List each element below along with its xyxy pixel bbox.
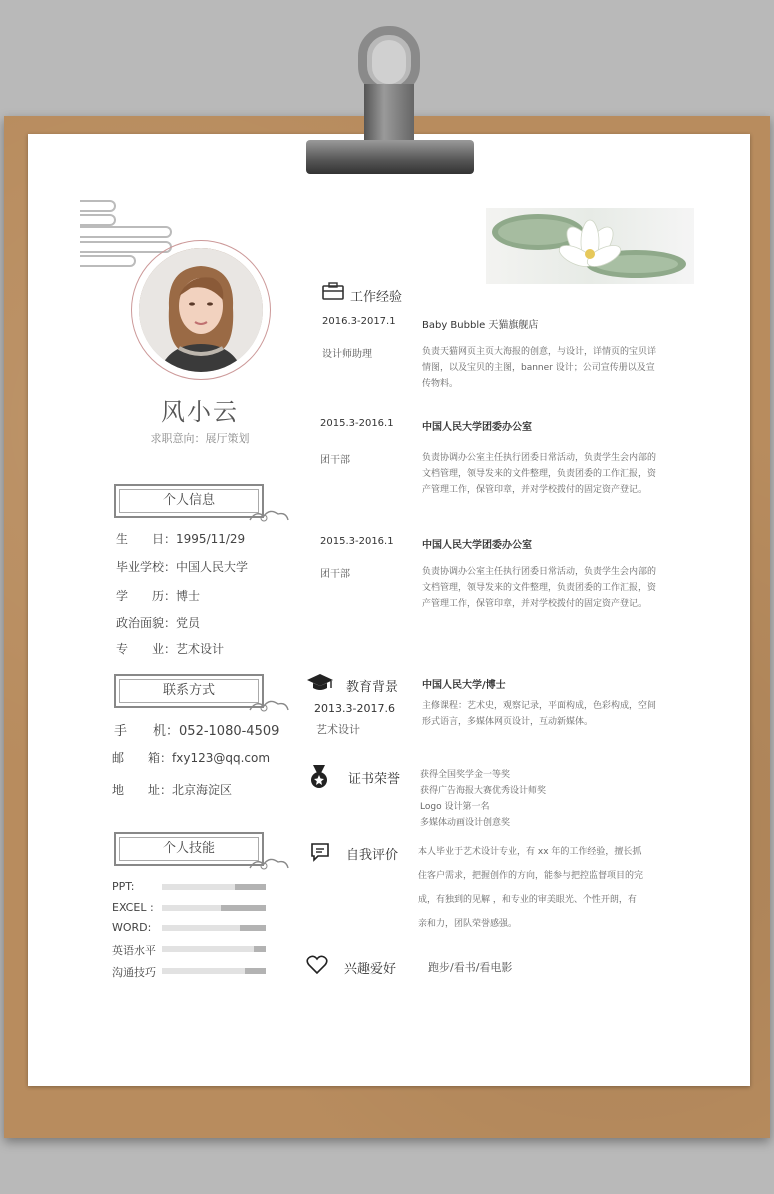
work-org-2: 中国人民大学团委办公室	[422, 422, 532, 433]
info-degree-value: 博士	[176, 589, 201, 603]
info-school: 毕业学校：中国人民大学	[116, 560, 249, 574]
education-major: 艺术设计	[316, 723, 360, 736]
lotus-image	[486, 208, 694, 284]
contact-address: 地 址：北京海淀区	[112, 783, 233, 797]
hobby-title: 兴趣爱好	[344, 962, 397, 977]
info-political-label: 政治面貌	[116, 616, 165, 630]
work-date-1: 2016.3-2017.1	[322, 316, 396, 327]
cloud-ornament-icon	[248, 856, 290, 872]
contact-email: 邮 箱：fxy123@qq.com	[112, 751, 271, 765]
work-org-3: 中国人民大学团委办公室	[422, 540, 532, 551]
award-item-1: 获得全国奖学金一等奖	[420, 770, 511, 780]
lotus-illustration	[486, 208, 694, 284]
contact-email-value: fxy123@qq.com	[172, 751, 271, 765]
info-degree: 学 历：博士	[116, 589, 201, 603]
skill-bar-fill	[162, 884, 235, 890]
medal-icon	[308, 764, 330, 790]
person-name: 风小云	[161, 398, 239, 426]
info-political: 政治面貌：党员	[116, 616, 201, 630]
skill-bar-fill	[162, 968, 245, 974]
skill-bar	[162, 946, 266, 952]
comment-icon	[310, 842, 330, 862]
info-birthday-value: 1995/11/29	[176, 532, 246, 546]
info-major-label: 专 业	[116, 642, 165, 656]
awards-title: 证书荣誉	[348, 772, 401, 787]
self-line-2: 住客户需求，把握创作的方向，能参与把控监督项目的完	[418, 871, 644, 881]
skill-label: WORD:	[112, 921, 152, 934]
info-birthday-label: 生 日	[116, 532, 165, 546]
graduation-cap-icon	[306, 672, 334, 692]
info-school-value: 中国人民大学	[176, 560, 249, 574]
award-item-3: Logo 设计第一名	[420, 802, 490, 812]
award-item-2: 获得广告海报大赛优秀设计师奖	[420, 786, 547, 796]
skill-bar	[162, 905, 266, 911]
contact-address-label: 地 址	[112, 783, 161, 797]
avatar	[131, 240, 271, 380]
briefcase-icon	[322, 282, 344, 300]
info-school-label: 毕业学校	[116, 560, 165, 574]
work-desc-2: 负责协调办公室主任执行团委日常活动，负责学生会内部的文档管理，领导发来的文件整理，负责团委的工作汇报，资产管理工作，保管印章，并对学校拨付的固定资产登记。	[422, 453, 657, 495]
info-degree-label: 学 历	[116, 589, 165, 603]
skill-label: 英语水平	[112, 944, 156, 957]
work-role-2: 团干部	[320, 455, 350, 466]
contact-email-label: 邮 箱	[112, 751, 161, 765]
binder-clip-ring-hole	[372, 40, 406, 84]
skill-bar	[162, 925, 266, 931]
education-title: 教育背景	[346, 680, 399, 695]
skill-bar	[162, 884, 266, 890]
work-desc-3: 负责协调办公室主任执行团委日常活动，负责学生会内部的文档管理，领导发来的文件整理，负责团委的工作汇报，资产管理工作，保管印章，并对学校拨付的固定资产登记。	[422, 567, 657, 609]
award-item-4: 多媒体动画设计创意奖	[420, 818, 511, 828]
self-line-1: 本人毕业于艺术设计专业，有 xx 年的工作经验，擅长抓	[418, 847, 642, 857]
skill-bar	[162, 968, 266, 974]
section-title-personal	[114, 484, 264, 518]
section-title-contact	[114, 674, 264, 708]
info-political-value: 党员	[176, 616, 201, 630]
binder-clip-base	[306, 140, 474, 174]
education-school: 中国人民大学/博士	[422, 680, 506, 691]
info-birthday: 生 日：1995/11/29	[116, 532, 246, 546]
education-date: 2013.3-2017.6	[314, 702, 395, 715]
skill-bar-fill	[162, 905, 221, 911]
contact-phone-label: 手 机	[114, 724, 167, 739]
binder-clip-body	[364, 84, 414, 144]
self-line-4: 亲和力，团队荣誉感强。	[418, 919, 518, 929]
self-line-3: 成，有独到的见解 ，和专业的审美眼光、个性开朗，有	[418, 895, 637, 905]
job-intent: 求职意向：展厅策划	[150, 432, 250, 445]
section-title-skills	[114, 832, 264, 866]
info-major: 专 业：艺术设计	[116, 642, 225, 656]
cloud-ornament-icon	[248, 698, 290, 714]
info-major-value: 艺术设计	[176, 642, 225, 656]
work-role-3: 团干部	[320, 569, 350, 580]
skill-bar-fill	[162, 946, 254, 952]
work-desc-1: 负责天猫网页主页大海报的创意，与设计，详情页的宝贝详情图，以及宝贝的主图，banner 设计；公司宣传册以及宣传物料。	[422, 347, 657, 389]
section-title-personal-label: 个人信息	[162, 493, 215, 508]
work-role-1: 设计师助理	[322, 349, 372, 360]
contact-phone: 手 机：052-1080-4509	[114, 724, 280, 739]
work-title: 工作经验	[350, 290, 403, 305]
section-title-skills-label: 个人技能	[162, 841, 215, 856]
skill-label: EXCEL :	[112, 901, 154, 914]
hobby-value: 跑步/看书/看电影	[428, 961, 513, 974]
skill-label: PPT:	[112, 880, 135, 893]
work-org-1: Baby Bubble 天猫旗舰店	[422, 320, 539, 331]
education-desc: 主修课程：艺术史，观察记录，平面构成，色彩构成，空间形式语言，多媒体网页设计，互动新媒体。	[422, 701, 657, 727]
avatar-photo	[139, 248, 263, 372]
work-date-3: 2015.3-2016.1	[320, 536, 394, 547]
self-title: 自我评价	[346, 848, 399, 863]
skill-label: 沟通技巧	[112, 966, 156, 979]
section-title-contact-label: 联系方式	[162, 683, 215, 698]
contact-phone-value: 052-1080-4509	[179, 724, 280, 739]
cloud-ornament-icon	[248, 508, 290, 524]
work-date-2: 2015.3-2016.1	[320, 418, 394, 429]
skill-bar-fill	[162, 925, 240, 931]
contact-address-value: 北京海淀区	[172, 783, 233, 797]
heart-icon	[306, 955, 328, 975]
